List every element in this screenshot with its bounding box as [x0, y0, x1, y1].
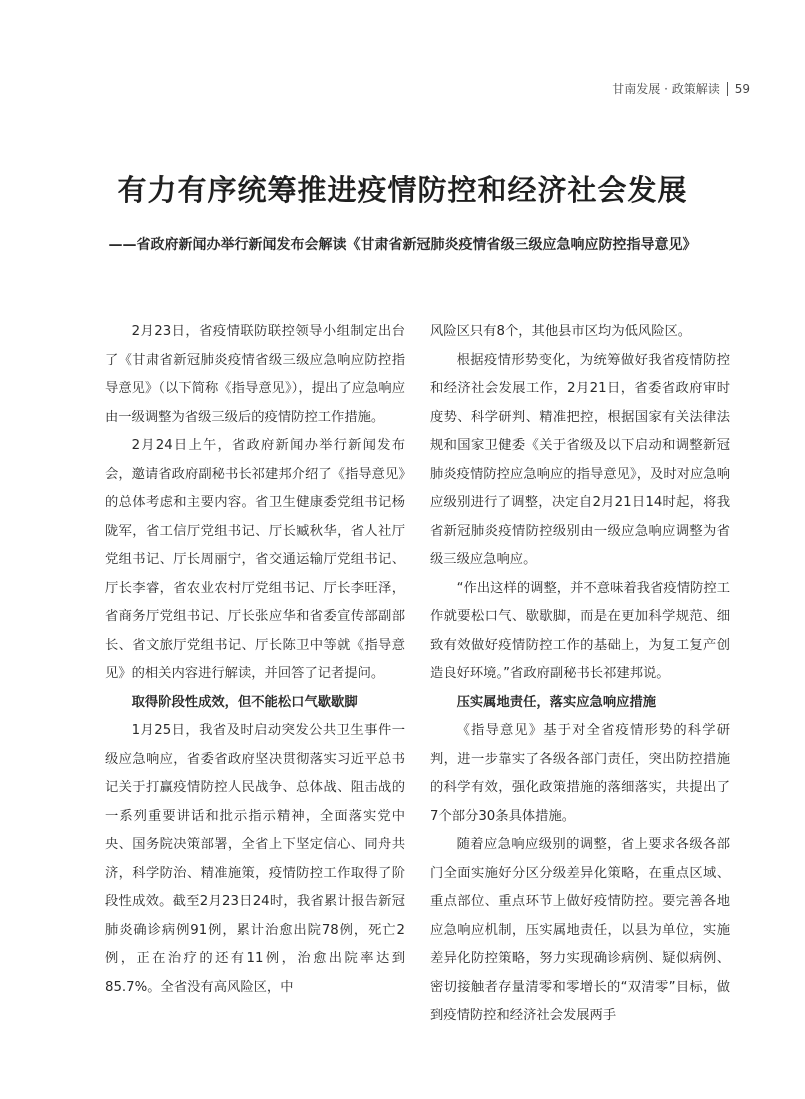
paragraph: 随着应急响应级别的调整，省上要求各级各部门全面实施好分区分级差异化策略，在重点区域、重点部位、重点环节上做好疫情防控。要完善各地应急响应机制，压实属地责任，以县为单位，实施差异化防控策略，努力实现确诊病例、疑似病例、密切接触者存量清零和零增长的“双清零”目标，做到疫情防控和经济社会发展两手 — [430, 837, 730, 1023]
paragraph: 2月24日上午，省政府新闻办举行新闻发布会，邀请省政府副秘书长祁建邦介绍了《指导意见》的总体考虑和主要内容。省卫生健康委党组书记杨陇军，省工信厅党组书记、厅长臧秋华，省人社厅党组书记、厅长周丽宁，省交通运输厅党组书记、厅长李睿，省农业农村厅党组书记、厅长李旺泽，省商务厅党组书记、厅长张应华和省委宣传部副部长、省文旅厅党组书记、厅长陈卫中等就《指导意见》的相关内容进行解读，并回答了记者提问。 — [105, 438, 405, 681]
paragraph: “作出这样的调整，并不意味着我省疫情防控工作就要松口气、歇歇脚，而是在更加科学规范、细致有效做好疫情防控工作的基础上，为复工复产创造良好环境。”省政府副秘书长祁建邦说。 — [430, 580, 730, 681]
paragraph: 2月23日，省疫情联防联控领导小组制定出台了《甘肃省新冠肺炎疫情省级三级应急响应防控指导意见》（以下简称《指导意见》），提出了应急响应由一级调整为省级三级后的疫情防控工作措施。 — [105, 324, 405, 425]
paragraph-continued: 风险区只有8个，其他县市区均为低风险区。 — [430, 324, 692, 339]
article-body — [105, 318, 730, 1031]
article-title: 有力有序统筹推进疫情防控和经济社会发展 — [117, 173, 688, 207]
section-heading: 压实属地责任，落实应急响应措施 — [456, 694, 657, 710]
paragraph: 《指导意见》基于对全省疫情形势的科学研判，进一步靠实了各级各部门责任，突出防控措施的科学有效，强化政策措施的落细落实，共提出了7个部分30条具体措施。 — [430, 723, 730, 824]
section-heading: 取得阶段性成效，但不能松口气歇歇脚 — [131, 694, 358, 710]
section-name: 甘南发展 · 政策解读 — [612, 82, 720, 96]
left-column — [105, 318, 405, 1031]
header-divider — [727, 82, 728, 96]
paragraph: 根据疫情形势变化，为统筹做好我省疫情防控和经济社会发展工作，2月21日，省委省政府审时度势、科学研判、精准把控，根据国家有关法律法规和国家卫健委《关于省级及以下启动和调整新冠肺炎疫情防控应急响应的指导意见》，及时对应急响应级别进行了调整，决定自2月21日14时起，将我省新冠肺炎疫情防控级别由一级应急响应调整为省级三级应急响应。 — [430, 352, 730, 567]
running-header — [612, 80, 750, 97]
right-column — [430, 318, 730, 1031]
page-number: 59 — [734, 81, 750, 96]
paragraph: 1月25日，我省及时启动突发公共卫生事件一级应急响应，省委省政府坚决贯彻落实习近平总书记关于打赢疫情防控人民战争、总体战、阻击战的一系列重要讲话和批示指示精神，全面落实党中央、国务院决策部署，全省上下坚定信心、同舟共济，科学防治、精准施策，疫情防控工作取得了阶段性成效。截至2月23日24时，我省累计报告新冠肺炎确诊病例91例，累计治愈出院78例，死亡2例，正在治疗的还有11例，治愈出院率达到85.7%。全省没有高风险区，中 — [105, 723, 405, 995]
article-subtitle: ——省政府新闻办举行新闻发布会解读《甘肃省新冠肺炎疫情省级三级应急响应防控指导意见》 — [108, 237, 697, 253]
